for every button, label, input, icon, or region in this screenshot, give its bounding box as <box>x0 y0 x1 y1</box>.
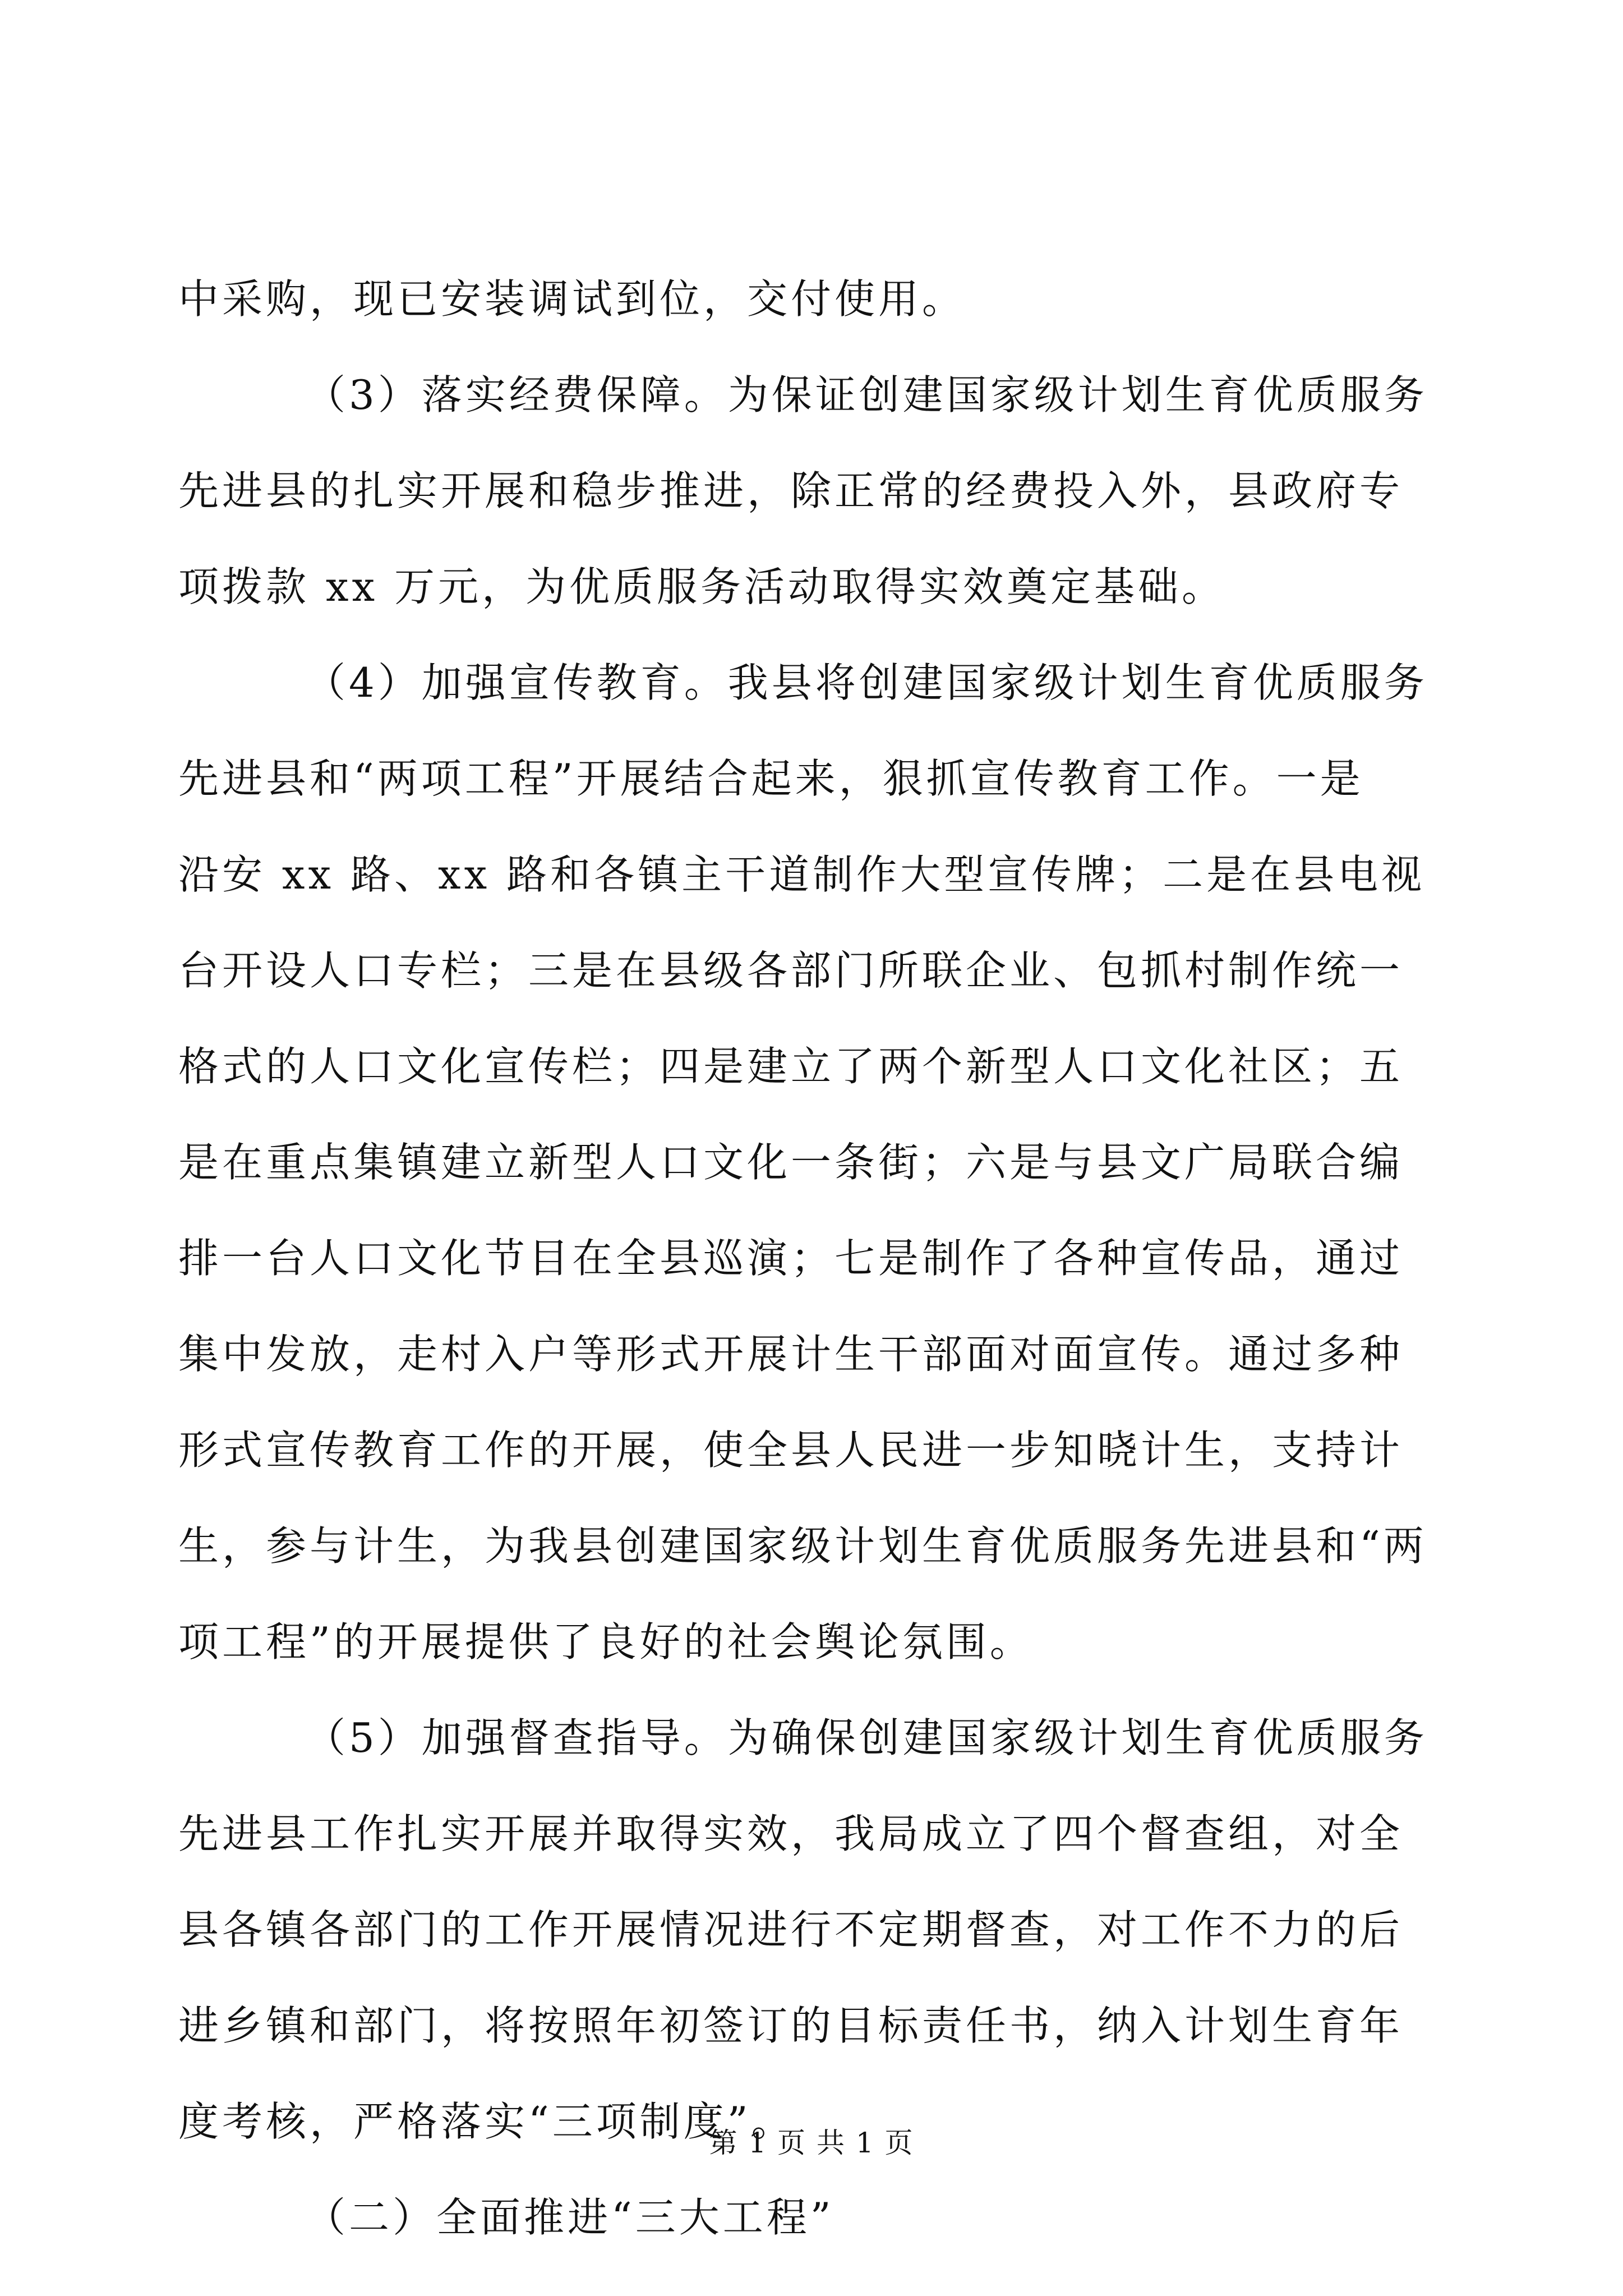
text-line: 集中发放，走村入户等形式开展计生干部面对面宣传。通过多种 <box>178 1331 1404 1378</box>
text-line: 中采购，现已安装调试到位，交付使用。 <box>178 275 966 323</box>
text-line: 排一台人口文化节目在全县巡演；七是制作了各种宣传品，通过 <box>178 1235 1404 1282</box>
text-line: 台开设人口专栏；三是在县级各部门所联企业、包抓村制作统一 <box>178 947 1404 994</box>
text-line: 形式宣传教育工作的开展，使全县人民进一步知晓计生，支持计 <box>178 1427 1404 1474</box>
text-line: 先进县和“两项工程”开展结合起来，狠抓宣传教育工作。一是 <box>178 755 1364 802</box>
page-footer: 第 1 页 共 1 页 <box>709 2127 914 2159</box>
text-line: 进乡镇和部门，将按照年初签订的目标责任书，纳入计划生育年 <box>178 2002 1404 2049</box>
text-line: 先进县工作扎实开展并取得实效，我局成立了四个督查组，对全 <box>178 1810 1404 1857</box>
section-heading: （二）全面推进“三大工程” <box>305 2194 834 2241</box>
document-body <box>178 251 1446 2266</box>
text-line: 项拨款 xx 万元，为优质服务活动取得实效奠定基础。 <box>178 563 1225 610</box>
text-line: 是在重点集镇建立新型人口文化一条街；六是与县文广局联合编 <box>178 1139 1404 1186</box>
text-line: 沿安 xx 路、xx 路和各镇主干道制作大型宣传牌；二是在县电视 <box>178 851 1426 898</box>
text-line: （3）落实经费保障。为保证创建国家级计划生育优质服务 <box>305 371 1428 418</box>
text-line: 生，参与计生，为我县创建国家级计划生育优质服务先进县和“两 <box>178 1522 1427 1570</box>
text-line: 度考核，严格落实“三项制度”。 <box>178 2098 795 2145</box>
text-line: （4）加强宣传教育。我县将创建国家级计划生育优质服务 <box>305 659 1428 706</box>
text-line: 格式的人口文化宣传栏；四是建立了两个新型人口文化社区；五 <box>178 1043 1404 1090</box>
text-line: 先进县的扎实开展和稳步推进，除正常的经费投入外，县政府专 <box>178 467 1404 514</box>
text-line: 项工程”的开展提供了良好的社会舆论氛围。 <box>178 1618 1034 1665</box>
text-line: 县各镇各部门的工作开展情况进行不定期督查，对工作不力的后 <box>178 1906 1404 1953</box>
text-line: （5）加强督查指导。为确保创建国家级计划生育优质服务 <box>305 1714 1428 1761</box>
